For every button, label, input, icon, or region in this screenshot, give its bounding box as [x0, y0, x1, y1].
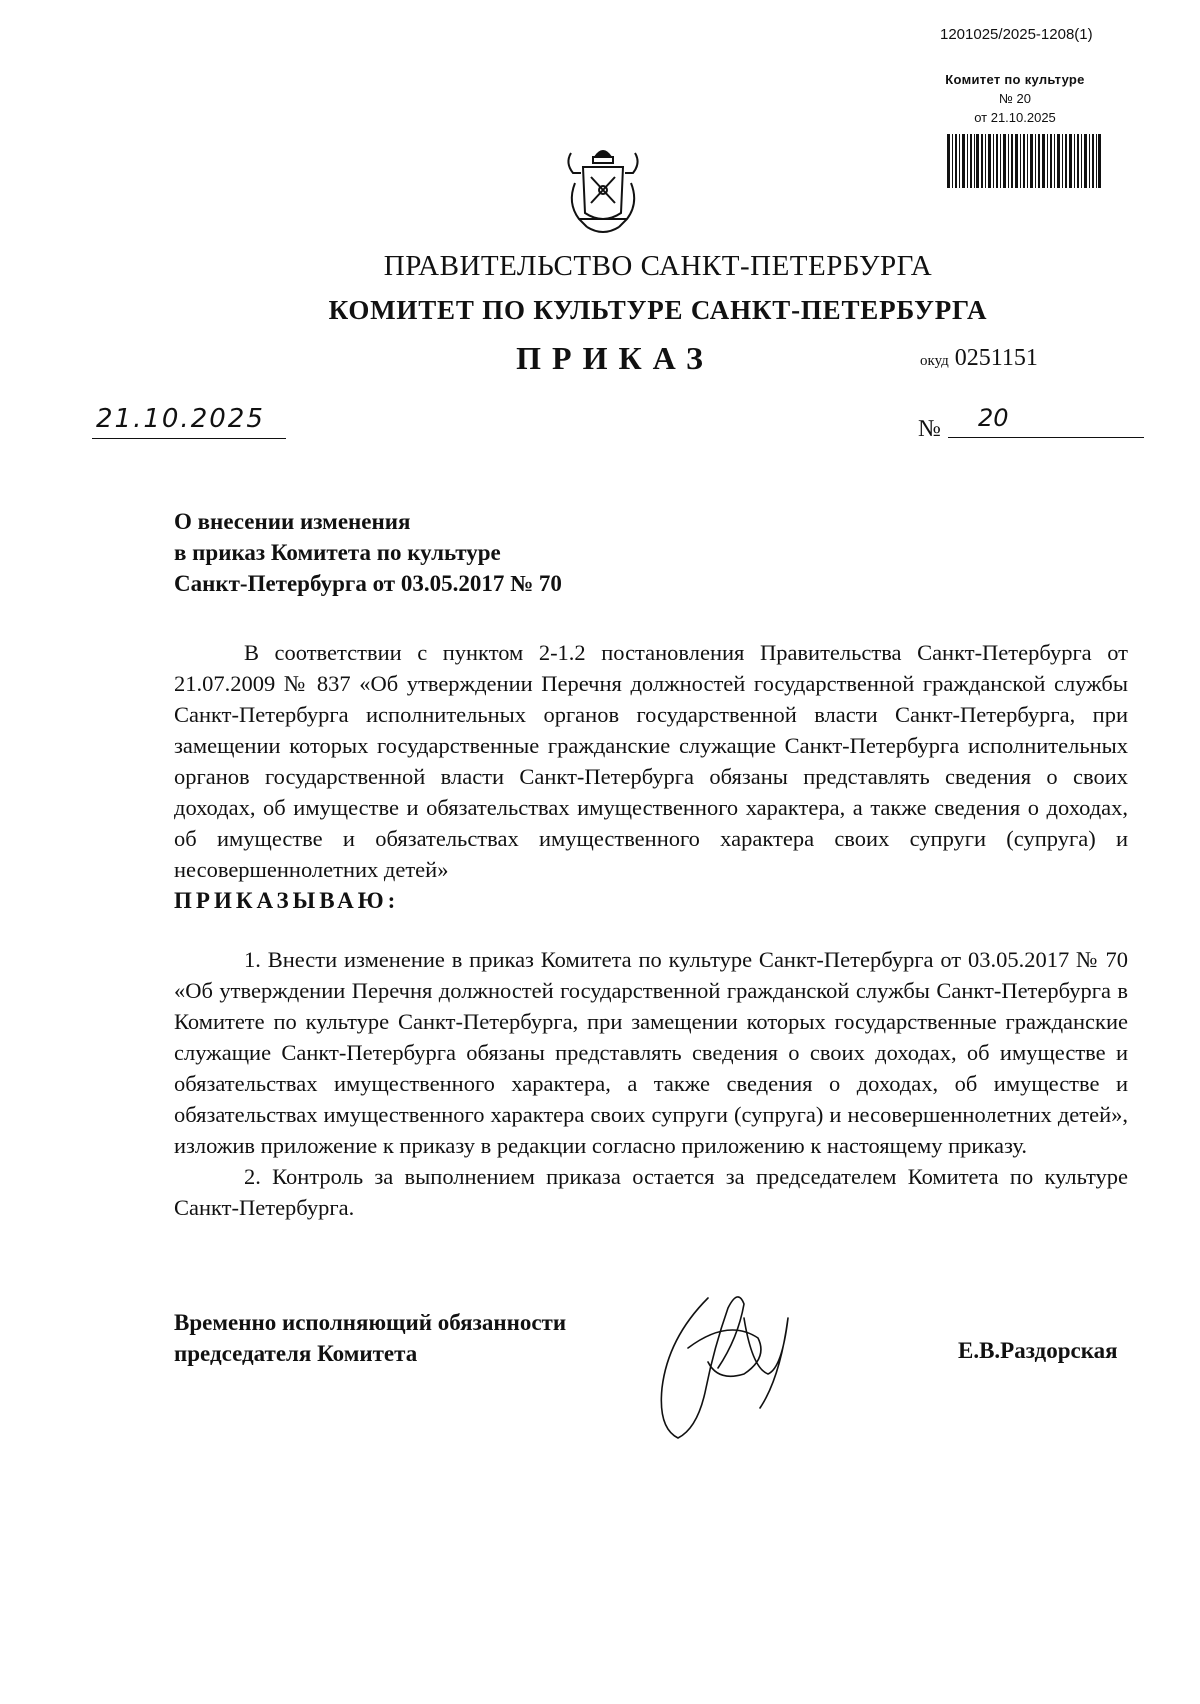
handwritten-signature: [648, 1278, 828, 1448]
okud-label: окуд: [920, 353, 949, 369]
preamble: [174, 637, 1128, 885]
order-item: 1. Внести изменение в приказ Комитета по культуре Санкт-Петербурга от 03.05.2017 № 70 «Об утверждении Перечня должностей государственной гражданской службы Санкт-Петербурга в Комитете по культуре Санкт-Петербурга, при замещении которых государственные гражданские служащие Санкт-Петербурга обязаны представлять сведения о своих доходах, об имуществе и обязательствах имущественного характера, а также сведения о доходах, об имуществе и обязательствах имущественного характера своих супруги (супруга) и несовершеннолетних детей», изложив приложение к приказу в редакции согласно приложению к настоящему приказу.: [174, 947, 1128, 1158]
registration-stamp: [930, 70, 1100, 127]
signatory-position: [174, 1307, 566, 1369]
document-type: ПРИКАЗ: [516, 340, 714, 376]
position-line: Временно исполняющий обязанности: [174, 1310, 567, 1335]
stamp-number: № 20: [998, 91, 1032, 106]
okud-value: 0251151: [954, 345, 1038, 371]
position-line: председателя Комитета: [174, 1341, 418, 1366]
order-item: 2. Контроль за выполнением приказа остается за председателем Комитета по культуре Санкт-Петербурга.: [174, 1164, 1128, 1220]
subject-line: Санкт-Петербурга от 03.05.2017 № 70: [174, 571, 562, 596]
order-date: 21.10.2025: [92, 404, 286, 439]
signatory-name: Е.В.Раздорская: [958, 1338, 1118, 1363]
government-title: ПРАВИТЕЛЬСТВО САНКТ-ПЕТЕРБУРГА: [383, 250, 933, 282]
order-subject: [174, 506, 562, 599]
okud-code: [920, 345, 1038, 372]
order-number: 20: [948, 404, 1144, 438]
coat-of-arms-icon: [553, 143, 653, 243]
order-word: ПРИКАЗЫВАЮ:: [174, 888, 400, 913]
barcode: [947, 134, 1101, 188]
order-items: [174, 944, 1128, 1223]
order-number-label: №: [918, 416, 941, 442]
stamp-organization: Комитет по культуре: [945, 72, 1085, 87]
committee-title: КОМИТЕТ ПО КУЛЬТУРЕ САНКТ-ПЕТЕРБУРГА: [328, 295, 988, 325]
stamp-date: от 21.10.2025: [974, 110, 1056, 125]
subject-line: О внесении изменения: [174, 509, 411, 534]
registration-number: 1201025/2025-1208(1): [940, 26, 1093, 43]
preamble-text: В соответствии с пунктом 2-1.2 постановления Правительства Санкт-Петербурга от 21.07.2009 № 837 «Об утверждении Перечня должностей государственной гражданской службы Санкт-Петербурга исполнительных органов государственной власти Санкт-Петербурга, при замещении которых государственные гражданские служащие Санкт-Петербурга исполнительных органов государственной власти Санкт-Петербурга обязаны представлять сведения о своих доходах, об имуществе и обязательствах имущественного характера, а также сведения о доходах, об имуществе и обязательствах имущественного характера своих супруги (супруга) и несовершеннолетних детей»: [174, 640, 1128, 882]
subject-line: в приказ Комитета по культуре: [174, 540, 501, 565]
